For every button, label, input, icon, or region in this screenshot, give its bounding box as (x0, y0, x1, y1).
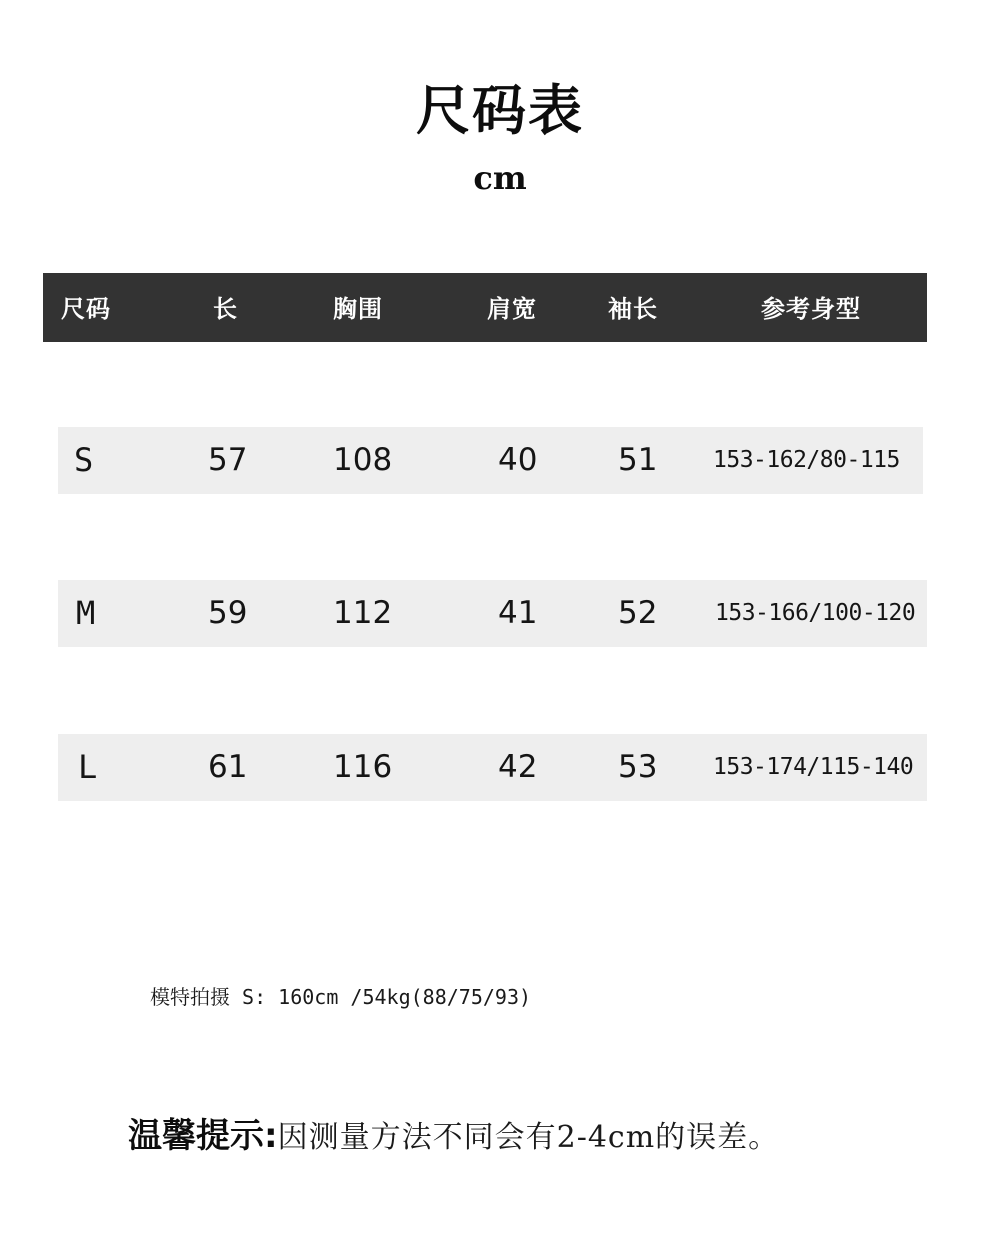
cell-length: 59 (208, 595, 248, 631)
header-sleeve: 袖长 (608, 295, 658, 323)
cell-shoulder: 42 (498, 749, 538, 785)
table-row (58, 580, 927, 647)
cell-reference-body: 153-166/100-120 (715, 600, 916, 626)
tip-label: 温馨提示: (128, 1116, 278, 1156)
table-row (58, 734, 927, 801)
cell-length: 57 (208, 442, 248, 478)
header-chest: 胸围 (333, 295, 383, 323)
cell-size: M (76, 594, 96, 632)
tip-text: 因测量方法不同会有2-4cm的误差。 (277, 1120, 780, 1155)
header-size: 尺码 (61, 295, 111, 323)
cell-reference-body: 153-162/80-115 (713, 447, 900, 473)
page-title: 尺码表 (416, 78, 584, 142)
cell-shoulder: 41 (498, 595, 538, 631)
table-header (43, 273, 927, 342)
cell-chest: 112 (333, 595, 393, 631)
tip-note (128, 1112, 779, 1166)
model-note: 模特拍摄 S: 160cm /54kg(88/75/93) (150, 985, 532, 1009)
header-reference-body: 参考身型 (761, 295, 861, 323)
cell-chest: 116 (333, 749, 393, 785)
unit-label: cm (473, 159, 527, 197)
cell-reference-body: 153-174/115-140 (713, 754, 914, 780)
cell-chest: 108 (333, 442, 393, 478)
header-shoulder: 肩宽 (487, 295, 537, 323)
cell-sleeve: 51 (618, 442, 658, 478)
header-length: 长 (213, 295, 238, 323)
cell-size: L (78, 748, 98, 786)
cell-sleeve: 53 (618, 749, 658, 785)
cell-sleeve: 52 (618, 595, 658, 631)
cell-size: S (74, 441, 94, 479)
table-row (58, 427, 923, 494)
cell-shoulder: 40 (498, 442, 538, 478)
cell-length: 61 (208, 749, 248, 785)
